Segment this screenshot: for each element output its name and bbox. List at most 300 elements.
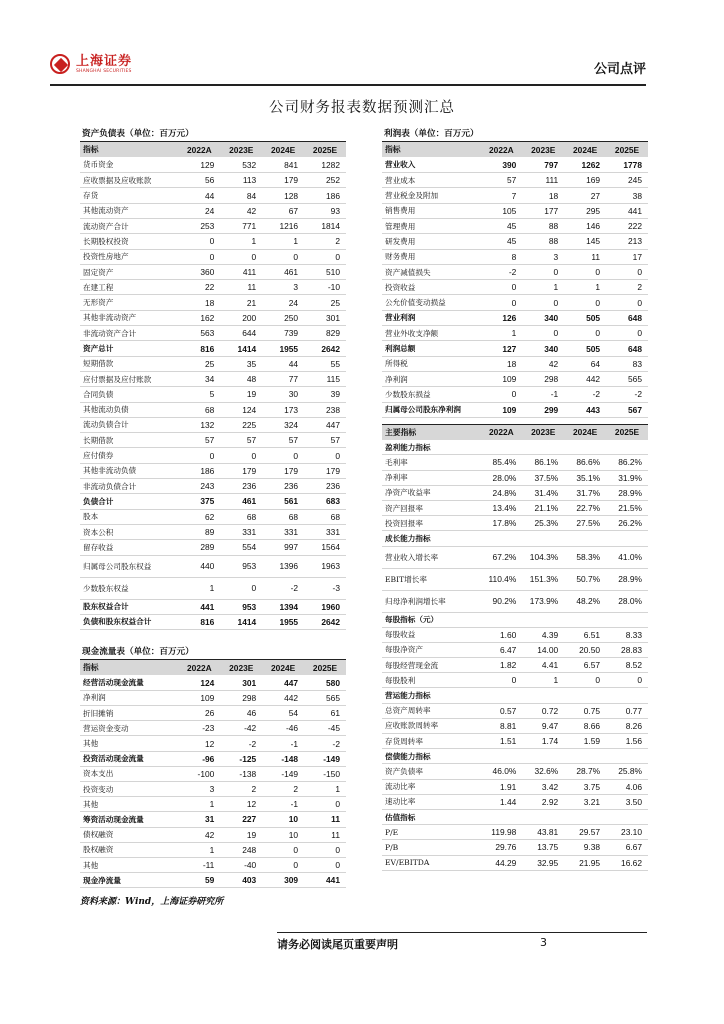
cell-value: 505 — [564, 310, 606, 325]
table-row — [80, 218, 346, 233]
cell-value: 1.82 — [480, 658, 522, 673]
row-label: 营运能力指标 — [382, 688, 480, 703]
table-row — [80, 341, 346, 356]
cell-value: 10 — [262, 827, 304, 842]
table-row — [80, 326, 346, 341]
cell-value: 4.41 — [522, 658, 564, 673]
table-row — [382, 734, 648, 749]
cell-value: -1 — [262, 797, 304, 812]
cell-value: 1955 — [262, 614, 304, 629]
cell-value: 6.51 — [564, 627, 606, 642]
cell-value — [522, 749, 564, 764]
logo-icon — [50, 54, 72, 76]
cell-value: 28.0% — [606, 590, 648, 612]
logo-name-en: SHANGHAI SECURITIES — [76, 69, 132, 75]
table-row — [80, 433, 346, 448]
row-label: 营业成本 — [382, 173, 480, 188]
cell-value: 200 — [220, 310, 262, 325]
cell-value — [564, 749, 606, 764]
cell-value: 44 — [178, 188, 220, 203]
cell-value: 1396 — [262, 555, 304, 577]
cell-value: -2 — [262, 577, 304, 599]
cell-value: 104.3% — [522, 546, 564, 568]
column-header: 2024E — [564, 425, 606, 440]
balance-sheet-title: 资产负债表（单位：百万元） — [80, 128, 346, 142]
cell-value: 0.57 — [480, 703, 522, 718]
cell-value: 8.81 — [480, 718, 522, 733]
cell-value — [480, 440, 522, 455]
cell-value: 0 — [178, 249, 220, 264]
cell-value: 31.4% — [522, 485, 564, 500]
row-label: 流动比率 — [382, 779, 480, 794]
table-row — [80, 555, 346, 577]
cashflow-table — [80, 660, 346, 888]
cell-value: 222 — [606, 218, 648, 233]
cell-value: 11 — [304, 812, 346, 827]
cell-value: 1.51 — [480, 734, 522, 749]
cell-value: 11 — [304, 827, 346, 842]
table-row — [382, 809, 648, 824]
table-row — [80, 463, 346, 478]
column-header: 2023E — [522, 142, 564, 157]
cell-value: 111 — [522, 173, 564, 188]
column-header: 指标 — [80, 142, 178, 157]
cell-value: -2 — [480, 264, 522, 279]
cell-value: 16.62 — [606, 855, 648, 870]
cell-value: 124 — [178, 675, 220, 690]
column-header: 2023E — [220, 660, 262, 675]
cell-value: 510 — [304, 264, 346, 279]
table-header-row — [382, 425, 648, 440]
cell-value: 461 — [220, 494, 262, 509]
cell-value: 57 — [262, 433, 304, 448]
cell-value — [522, 440, 564, 455]
row-label: 所得税 — [382, 356, 480, 371]
table-row — [80, 797, 346, 812]
cell-value — [522, 809, 564, 824]
cell-value: 739 — [262, 326, 304, 341]
cell-value: 57 — [178, 433, 220, 448]
cell-value: 2.92 — [522, 794, 564, 809]
table-row — [382, 455, 648, 470]
cell-value: 173.9% — [522, 590, 564, 612]
column-header: 2025E — [606, 142, 648, 157]
cell-value: 3.21 — [564, 794, 606, 809]
table-row — [382, 825, 648, 840]
cell-value: 1 — [564, 280, 606, 295]
cell-value: 1564 — [304, 540, 346, 555]
cell-value — [480, 809, 522, 824]
column-header: 指标 — [80, 660, 178, 675]
row-label: 长期借款 — [80, 433, 178, 448]
cell-value: 43.81 — [522, 825, 564, 840]
cell-value: 12 — [178, 736, 220, 751]
cell-value: 145 — [564, 234, 606, 249]
row-label: 净利率 — [382, 470, 480, 485]
cell-value: 11 — [564, 249, 606, 264]
cell-value: 648 — [606, 341, 648, 356]
cell-value: 88 — [522, 218, 564, 233]
column-header: 2022A — [480, 142, 522, 157]
table-row — [382, 794, 648, 809]
income-panel — [382, 128, 648, 418]
row-label: 每股股利 — [382, 673, 480, 688]
table-row — [382, 568, 648, 590]
row-label: 少数股东权益 — [80, 577, 178, 599]
cell-value: 0 — [606, 295, 648, 310]
cell-value — [564, 531, 606, 546]
row-label: 净利润 — [382, 371, 480, 386]
cell-value: 447 — [304, 417, 346, 432]
cell-value: 0.75 — [564, 703, 606, 718]
row-label: 资产回报率 — [382, 500, 480, 515]
row-label: 投资回报率 — [382, 516, 480, 531]
table-row — [80, 173, 346, 188]
row-label: 归属母公司股东净利润 — [382, 402, 480, 417]
cell-value: -149 — [304, 751, 346, 766]
cell-value: 58.3% — [564, 546, 606, 568]
cell-value: 127 — [480, 341, 522, 356]
cell-value: 2642 — [304, 341, 346, 356]
table-row — [80, 721, 346, 736]
cell-value: 309 — [262, 873, 304, 888]
cell-value: 442 — [564, 371, 606, 386]
table-row — [80, 417, 346, 432]
row-label: 营业收入 — [382, 157, 480, 172]
cell-value: 1.60 — [480, 627, 522, 642]
cell-value: -3 — [304, 577, 346, 599]
row-label: 少数股东损益 — [382, 387, 480, 402]
cell-value: 0 — [606, 673, 648, 688]
page-title: 公司财务报表数据预测汇总 — [269, 100, 455, 116]
row-label: 短期借款 — [80, 356, 178, 371]
row-label: 估值指标 — [382, 809, 480, 824]
cell-value: 554 — [220, 540, 262, 555]
cell-value: 31 — [178, 812, 220, 827]
cell-value: 28.83 — [606, 642, 648, 657]
cell-value — [522, 688, 564, 703]
cell-value: 505 — [564, 341, 606, 356]
cell-value: 1 — [178, 577, 220, 599]
cell-value: 0 — [522, 295, 564, 310]
cell-value: 2 — [606, 280, 648, 295]
row-label: 经营活动现金流量 — [80, 675, 178, 690]
cell-value: 93 — [304, 203, 346, 218]
row-label: 负债合计 — [80, 494, 178, 509]
cell-value: 298 — [220, 690, 262, 705]
cell-value: 238 — [304, 402, 346, 417]
cell-value: 31.7% — [564, 485, 606, 500]
cell-value: 243 — [178, 479, 220, 494]
cell-value: 7 — [480, 188, 522, 203]
cell-value: -46 — [262, 721, 304, 736]
table-row — [382, 703, 648, 718]
cell-value: 31.9% — [606, 470, 648, 485]
cell-value: -2 — [564, 387, 606, 402]
row-label: 折旧摊销 — [80, 706, 178, 721]
cell-value: 441 — [178, 599, 220, 614]
cell-value: 13.75 — [522, 840, 564, 855]
row-label: 资本公积 — [80, 524, 178, 539]
cell-value — [606, 612, 648, 627]
cell-value: -100 — [178, 766, 220, 781]
cell-value: 227 — [220, 812, 262, 827]
cell-value: 83 — [606, 356, 648, 371]
cell-value — [606, 749, 648, 764]
table-header-row — [80, 142, 346, 157]
company-logo — [50, 54, 132, 76]
cell-value: 829 — [304, 326, 346, 341]
cell-value: 32.95 — [522, 855, 564, 870]
table-row — [382, 546, 648, 568]
cell-value: 21.5% — [606, 500, 648, 515]
cell-value: 28.0% — [480, 470, 522, 485]
cell-value: 110.4% — [480, 568, 522, 590]
cell-value: 563 — [178, 326, 220, 341]
cell-value: 213 — [606, 234, 648, 249]
table-row — [382, 280, 648, 295]
cell-value: 252 — [304, 173, 346, 188]
table-row — [80, 736, 346, 751]
cell-value: 997 — [262, 540, 304, 555]
row-label: 筹资活动现金流量 — [80, 812, 178, 827]
table-row — [80, 782, 346, 797]
cell-value: -10 — [304, 280, 346, 295]
cell-value: 64 — [564, 356, 606, 371]
cell-value: -2 — [304, 736, 346, 751]
row-label: 货币资金 — [80, 157, 178, 172]
cell-value: 250 — [262, 310, 304, 325]
cell-value: 3 — [178, 782, 220, 797]
row-label: 其他 — [80, 736, 178, 751]
table-row — [382, 612, 648, 627]
cell-value: 360 — [178, 264, 220, 279]
table-row — [80, 614, 346, 629]
table-row — [382, 627, 648, 642]
cell-value: 9.47 — [522, 718, 564, 733]
table-row — [382, 173, 648, 188]
cell-value: 0 — [480, 280, 522, 295]
cell-value: 0 — [220, 448, 262, 463]
row-label: 偿债能力指标 — [382, 749, 480, 764]
cell-value: 4.39 — [522, 627, 564, 642]
cell-value: 179 — [262, 463, 304, 478]
table-row — [382, 764, 648, 779]
cell-value: 236 — [304, 479, 346, 494]
cell-value: 1963 — [304, 555, 346, 577]
cell-value: 0 — [522, 326, 564, 341]
cell-value: 299 — [522, 402, 564, 417]
row-label: 非流动资产合计 — [80, 326, 178, 341]
cell-value: 28.7% — [564, 764, 606, 779]
cell-value: 109 — [480, 371, 522, 386]
table-row — [382, 387, 648, 402]
table-row — [80, 873, 346, 888]
table-row — [80, 203, 346, 218]
cell-value: -150 — [304, 766, 346, 781]
cell-value: 567 — [606, 402, 648, 417]
table-row — [80, 812, 346, 827]
table-row — [382, 203, 648, 218]
cell-value: 89 — [178, 524, 220, 539]
cell-value: 1.56 — [606, 734, 648, 749]
row-label: 资产减值损失 — [382, 264, 480, 279]
row-label: P/B — [382, 840, 480, 855]
column-header: 2025E — [606, 425, 648, 440]
row-label: 其他 — [80, 797, 178, 812]
row-label: 其他流动负债 — [80, 402, 178, 417]
cell-value: 54 — [262, 706, 304, 721]
cell-value: 331 — [220, 524, 262, 539]
cell-value: 57 — [304, 433, 346, 448]
cell-value: 32.6% — [522, 764, 564, 779]
cell-value: 0 — [480, 387, 522, 402]
row-label: 归母净利润增长率 — [382, 590, 480, 612]
cell-value: 126 — [480, 310, 522, 325]
row-label: 利润总额 — [382, 341, 480, 356]
cell-value — [606, 440, 648, 455]
column-header: 2025E — [304, 660, 346, 675]
row-label: 每股收益 — [382, 627, 480, 642]
row-label: 净资产收益率 — [382, 485, 480, 500]
table-row — [80, 448, 346, 463]
table-row — [80, 690, 346, 705]
row-label: 合同负债 — [80, 387, 178, 402]
cell-value: 22 — [178, 280, 220, 295]
cell-value — [480, 749, 522, 764]
cell-value: 0 — [178, 448, 220, 463]
cell-value: 3.75 — [564, 779, 606, 794]
row-label: 其他非流动负债 — [80, 463, 178, 478]
column-header: 2022A — [178, 660, 220, 675]
cell-value: 1 — [304, 782, 346, 797]
cell-value: 179 — [262, 173, 304, 188]
row-label: 研发费用 — [382, 234, 480, 249]
row-label: 流动负债合计 — [80, 417, 178, 432]
row-label: 现金净流量 — [80, 873, 178, 888]
cell-value — [522, 531, 564, 546]
table-row — [80, 310, 346, 325]
footer-notice: 请务必阅读尾页重要声明 — [277, 938, 398, 951]
cell-value: 84 — [220, 188, 262, 203]
cell-value: 340 — [522, 341, 564, 356]
cell-value: 442 — [262, 690, 304, 705]
page-header — [50, 50, 646, 86]
cell-value: 1 — [178, 797, 220, 812]
cell-value — [522, 612, 564, 627]
cell-value: 45 — [480, 218, 522, 233]
cell-value: 46.0% — [480, 764, 522, 779]
row-label: 投资活动现金流量 — [80, 751, 178, 766]
row-label: 应收账款周转率 — [382, 718, 480, 733]
row-label: 长期股权投资 — [80, 234, 178, 249]
cell-value: 24.8% — [480, 485, 522, 500]
row-label: 股东权益合计 — [80, 599, 178, 614]
column-header: 2024E — [262, 660, 304, 675]
cell-value: 1 — [220, 234, 262, 249]
cell-value: 56 — [178, 173, 220, 188]
table-row — [382, 249, 648, 264]
cell-value: 0 — [480, 673, 522, 688]
doc-type: 公司点评 — [593, 62, 646, 77]
cell-value: 1.59 — [564, 734, 606, 749]
cell-value: 3.42 — [522, 779, 564, 794]
table-row — [80, 402, 346, 417]
row-label: 公允价值变动损益 — [382, 295, 480, 310]
cell-value: 128 — [262, 188, 304, 203]
cell-value: 37.5% — [522, 470, 564, 485]
cell-value: 105 — [480, 203, 522, 218]
table-row — [382, 188, 648, 203]
cell-value: 0 — [564, 326, 606, 341]
cell-value: 289 — [178, 540, 220, 555]
cell-value: 119.98 — [480, 825, 522, 840]
table-row — [80, 387, 346, 402]
row-label: 应收票据及应收账款 — [80, 173, 178, 188]
cell-value: 565 — [606, 371, 648, 386]
row-label: 资产总计 — [80, 341, 178, 356]
table-row — [382, 264, 648, 279]
row-label: EBIT增长率 — [382, 568, 480, 590]
cell-value: 953 — [220, 599, 262, 614]
cell-value: 841 — [262, 157, 304, 172]
row-label: 固定资产 — [80, 264, 178, 279]
cell-value: 46 — [220, 706, 262, 721]
table-row — [382, 658, 648, 673]
cell-value: 1.44 — [480, 794, 522, 809]
cell-value: 1778 — [606, 157, 648, 172]
table-row — [382, 500, 648, 515]
table-row — [382, 673, 648, 688]
cell-value: 2 — [304, 234, 346, 249]
table-row — [80, 857, 346, 872]
column-header: 2023E — [522, 425, 564, 440]
cell-value: 441 — [606, 203, 648, 218]
cell-value: 25.8% — [606, 764, 648, 779]
cell-value: 6.67 — [606, 840, 648, 855]
cell-value: 1960 — [304, 599, 346, 614]
cell-value: -11 — [178, 857, 220, 872]
row-label: 成长能力指标 — [382, 531, 480, 546]
row-label: 速动比率 — [382, 794, 480, 809]
row-label: 存货 — [80, 188, 178, 203]
cell-value: 301 — [304, 310, 346, 325]
cell-value: 816 — [178, 614, 220, 629]
cell-value: 20.50 — [564, 642, 606, 657]
cell-value — [606, 688, 648, 703]
cell-value: 44.29 — [480, 855, 522, 870]
cell-value: 17.8% — [480, 516, 522, 531]
table-row — [382, 749, 648, 764]
cell-value: 30 — [262, 387, 304, 402]
cell-value — [480, 531, 522, 546]
table-row — [80, 675, 346, 690]
cell-value — [564, 612, 606, 627]
cell-value: 0.77 — [606, 703, 648, 718]
table-row — [382, 371, 648, 386]
cell-value: 253 — [178, 218, 220, 233]
cell-value: 18 — [522, 188, 564, 203]
table-row — [382, 157, 648, 172]
cell-value: 2642 — [304, 614, 346, 629]
cell-value: 3 — [522, 249, 564, 264]
cell-value: 0 — [178, 234, 220, 249]
cell-value: 0 — [304, 842, 346, 857]
cell-value: 298 — [522, 371, 564, 386]
table-row — [382, 516, 648, 531]
cell-value: 8.52 — [606, 658, 648, 673]
page-number: 3 — [540, 936, 547, 949]
